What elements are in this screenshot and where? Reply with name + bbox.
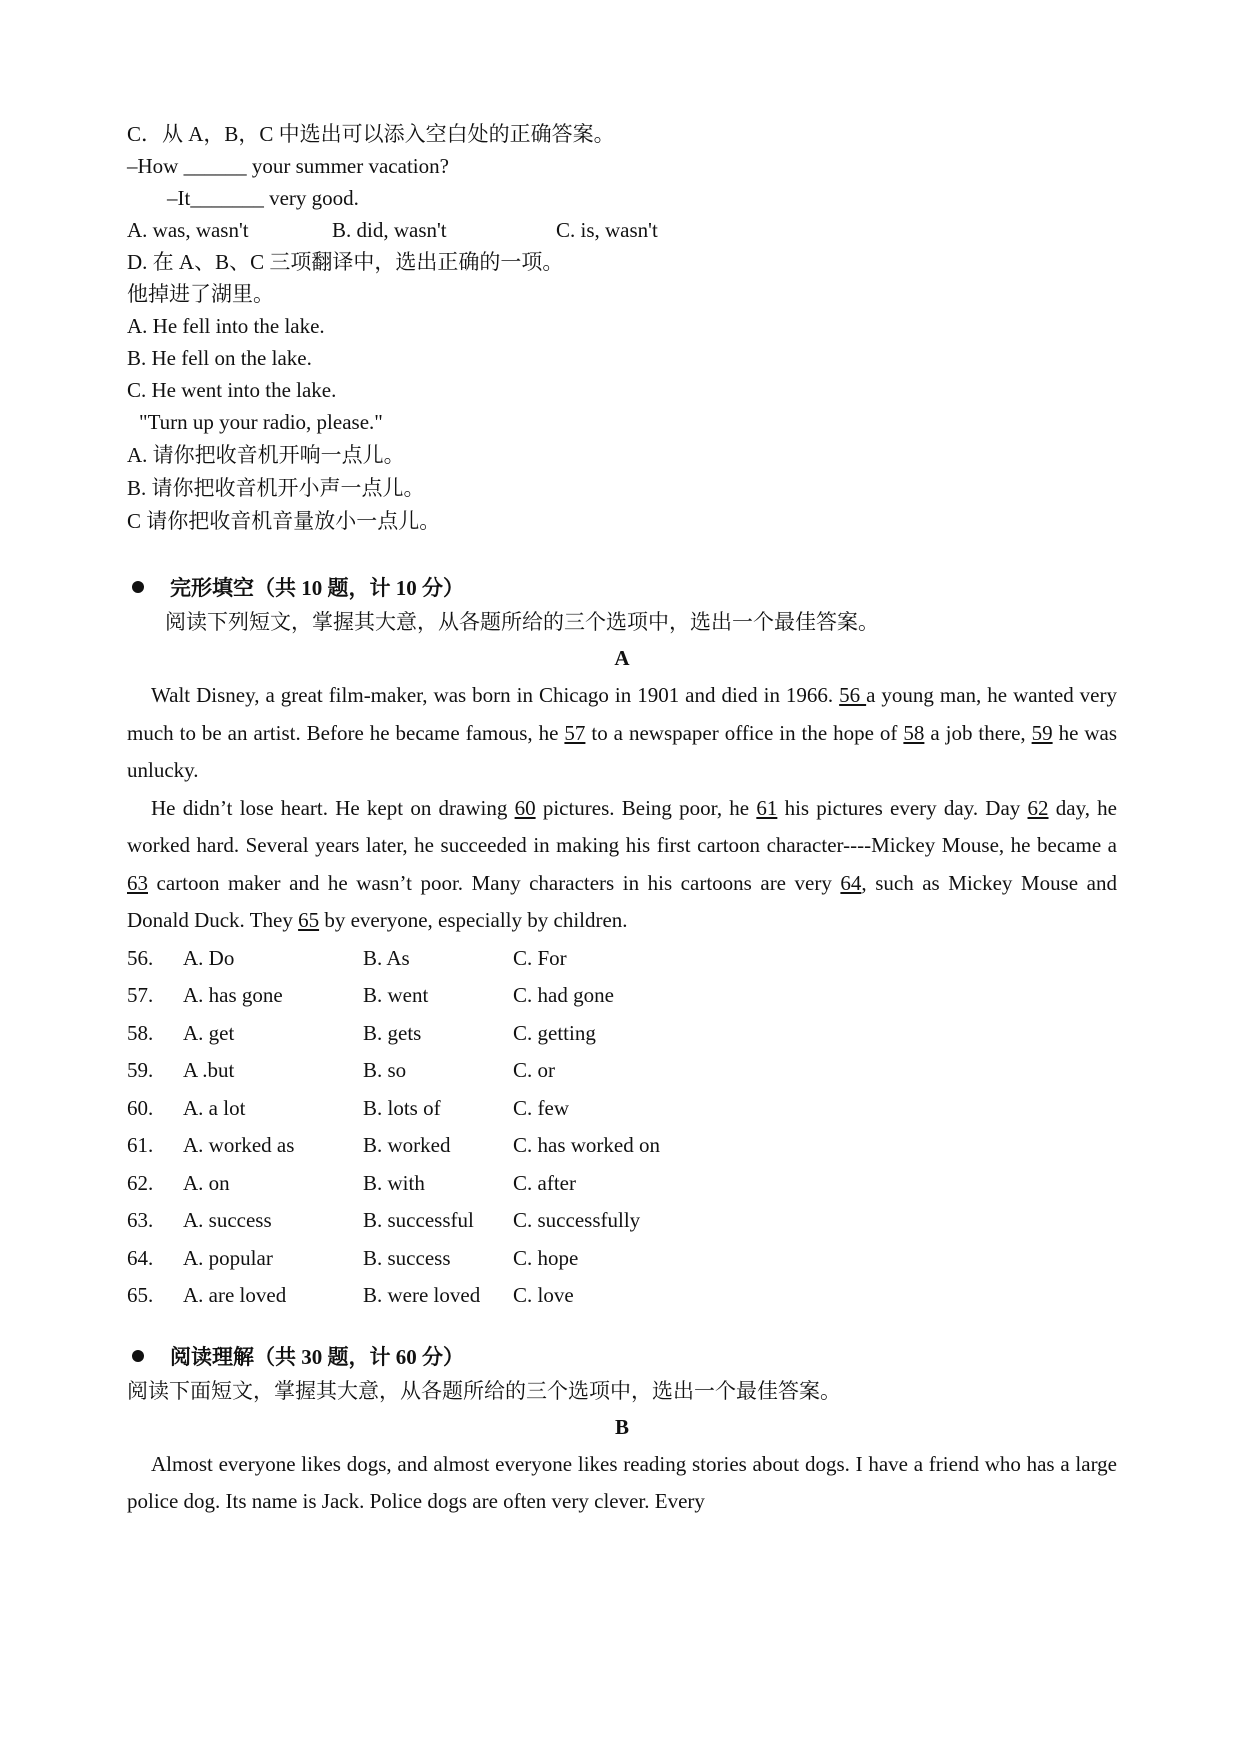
section-c-options: [127, 214, 1117, 246]
option-a: A. was, wasn't: [127, 218, 249, 242]
cloze-paragraph-1: [127, 677, 1117, 790]
passage-label-a: A: [614, 646, 630, 670]
choice-b: B. lots of: [363, 1095, 441, 1120]
passage-text: day, he worked hard. Several years later, he succeeded in making his first cartoon character----Mickey Mouse, he became a: [127, 795, 1117, 857]
q2-option-a: A. 请你把收音机开响一点儿。: [127, 443, 405, 467]
question-number: 57.: [127, 983, 154, 1007]
question-number: 63.: [127, 1208, 154, 1232]
choice-b: B. with: [363, 1170, 425, 1195]
question-number: 58.: [127, 1020, 154, 1045]
bullet-icon: [132, 581, 144, 593]
question-number: 65.: [127, 1283, 154, 1307]
question-row: [127, 1165, 1117, 1203]
choice-a: A. get: [183, 1020, 235, 1045]
blank-number: 62: [1027, 795, 1049, 820]
choice-c: C. had gone: [513, 983, 614, 1007]
blank-number: 65: [298, 908, 320, 932]
blank-number: 64: [840, 870, 862, 895]
q2-option-b: B. 请你把收音机开小声一点儿。: [127, 476, 425, 500]
question-number: 56.: [127, 945, 154, 970]
choice-c: C. has worked on: [513, 1133, 660, 1157]
choice-b: B. worked: [363, 1133, 451, 1157]
section-c-line1: –How ______ your summer vacation?: [127, 154, 449, 178]
q1-option-b: B. He fell on the lake.: [127, 346, 312, 370]
question-row: [127, 1202, 1117, 1240]
section-d-instruction: D. 在 A、B、C 三项翻译中，选出正确的一项。: [127, 250, 564, 274]
reading-heading: [127, 1337, 1117, 1375]
choice-c: C. few: [513, 1095, 569, 1120]
passage-text: , such as Mickey Mouse and Donald Duck. They: [127, 870, 1117, 932]
cloze-paragraph-2: [127, 790, 1117, 940]
passage-text: cartoon maker and he wasn’t poor. Many characters in his cartoons are very: [148, 870, 841, 895]
choice-b: B. successful: [363, 1208, 474, 1232]
q1-option-c: C. He went into the lake.: [127, 378, 337, 402]
passage-text: Walt Disney, a great film-maker, was born in Chicago in 1901 and died in 1966.: [151, 683, 840, 707]
question-number: 64.: [127, 1245, 154, 1270]
choice-a: A. are loved: [183, 1283, 287, 1307]
choice-a: A .but: [183, 1058, 235, 1082]
cloze-questions: [127, 940, 1117, 1315]
q2-option-c: C 请你把收音机音量放小一点儿。: [127, 509, 441, 533]
exam-page: [127, 118, 1117, 1521]
section-d-q2: "Turn up your radio, please.": [139, 410, 383, 434]
blank-number: 60: [514, 795, 536, 820]
section-c-instruction: C．从 A，B，C 中选出可以添入空白处的正确答案。: [127, 122, 615, 146]
choice-b: B. As: [363, 945, 410, 970]
bullet-icon: [132, 1350, 144, 1362]
q1-option-a: A. He fell into the lake.: [127, 314, 325, 338]
choice-b: B. success: [363, 1245, 451, 1270]
choice-a: A. a lot: [183, 1095, 246, 1120]
choice-b: B. were loved: [363, 1283, 481, 1307]
choice-c: C. For: [513, 945, 567, 970]
choice-c: C. love: [513, 1283, 574, 1307]
passage-label-b: B: [614, 1414, 629, 1439]
passage-text: He didn’t lose heart. He kept on drawing: [151, 795, 515, 820]
blank-number: 57: [564, 720, 586, 745]
blank-number: 63: [127, 870, 148, 895]
choice-a: A. Do: [183, 945, 235, 970]
choice-c: C. successfully: [513, 1208, 641, 1232]
passage-text: his pictures every day. Day: [777, 795, 1028, 820]
choice-a: A. worked as: [183, 1133, 295, 1157]
choice-a: A. on: [183, 1170, 230, 1195]
question-number: 59.: [127, 1058, 154, 1082]
question-row: [127, 1015, 1117, 1053]
question-number: 60.: [127, 1095, 154, 1120]
passage-text: a job there,: [924, 720, 1032, 745]
question-row: [127, 1277, 1117, 1315]
option-c: C. is, wasn't: [556, 218, 658, 242]
question-number: 61.: [127, 1133, 154, 1157]
question-row: [127, 977, 1117, 1015]
section-c-line2: –It_______ very good.: [167, 186, 359, 210]
passage-text: to a newspaper office in the hope of: [585, 720, 904, 745]
blank-number: 59: [1031, 720, 1053, 745]
choice-b: B. went: [363, 983, 429, 1007]
cloze-heading: [127, 568, 1117, 606]
reading-paragraph-1: Almost everyone likes dogs, and almost everyone likes reading stories about dogs. I have a friend who has a large police dog. Its name is Jack. Police dogs are often very clever. Every: [127, 1451, 1117, 1513]
question-number: 62.: [127, 1170, 154, 1195]
reading-heading-text: 阅读理解（共 30 题，计 60 分）: [170, 1344, 464, 1369]
passage-text: he was unlucky.: [127, 720, 1118, 782]
cloze-heading-text: 完形填空（共 10 题，计 10 分）: [170, 576, 464, 600]
blank-number: 61: [756, 795, 778, 820]
choice-c: C. hope: [513, 1245, 579, 1270]
choice-c: C. getting: [513, 1020, 596, 1045]
question-row: [127, 1127, 1117, 1165]
choice-b: B. gets: [363, 1020, 422, 1045]
choice-a: A. has gone: [183, 983, 283, 1007]
question-row: [127, 940, 1117, 978]
choice-a: A. popular: [183, 1245, 273, 1270]
passage-text: a young man, he wanted very much to be an artist. Before he became famous, he: [127, 683, 1117, 745]
choice-c: C. or: [513, 1058, 555, 1082]
option-b: B. did, wasn't: [332, 218, 447, 242]
section-d-q1: 他掉进了湖里。: [127, 282, 274, 306]
choice-c: C. after: [513, 1170, 576, 1195]
passage-text: pictures. Being poor, he: [535, 795, 757, 820]
blank-number: 56: [839, 683, 867, 707]
question-row: [127, 1240, 1117, 1278]
passage-text: by everyone, especially by children.: [319, 908, 628, 932]
choice-a: A. success: [183, 1208, 272, 1232]
blank-number: 58: [903, 720, 925, 745]
question-row: [127, 1052, 1117, 1090]
question-row: [127, 1090, 1117, 1128]
choice-b: B. so: [363, 1058, 407, 1082]
reading-instruction: 阅读下面短文，掌握其大意，从各题所给的三个选项中，选出一个最佳答案。: [127, 1378, 841, 1403]
cloze-instruction: 阅读下列短文，掌握其大意，从各题所给的三个选项中，选出一个最佳答案。: [165, 610, 879, 634]
